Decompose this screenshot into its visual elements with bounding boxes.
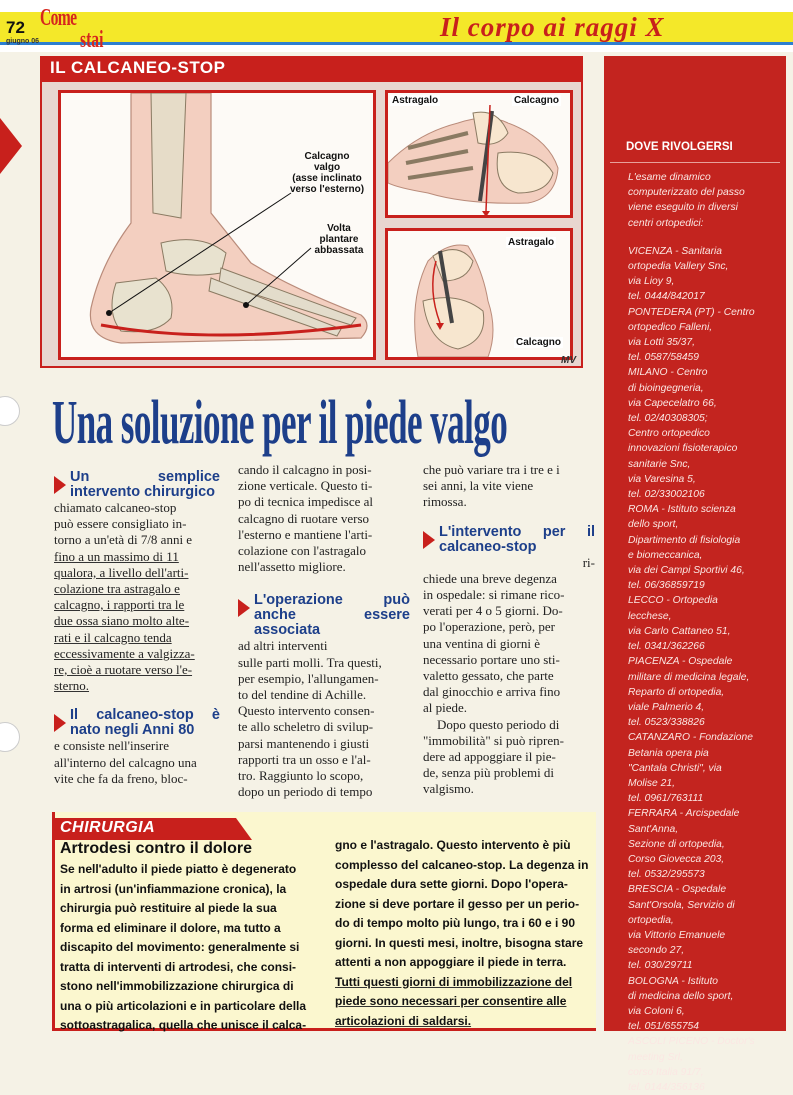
sidebar-address-line: PIACENZA - Ospedale <box>628 656 733 668</box>
sidebar-address-line: tel. 0341/362266 <box>628 641 705 653</box>
article-headline: Una soluzione per il piede valgo <box>52 389 508 457</box>
sidebar-address-line: Reparto di ortopedia, <box>628 686 725 698</box>
text-line: gno e l'astragalo. Questo intervento è più <box>335 838 571 852</box>
sidebar-gap <box>628 231 783 244</box>
page-number: 72 <box>6 18 25 37</box>
text-line: "immobilità" si può ripren- <box>423 732 564 748</box>
label-line: (asse inclinato <box>292 173 362 184</box>
text-line: chiede una breve degenza <box>423 570 557 586</box>
sidebar-address-line: tel. 0523/338826 <box>628 717 705 729</box>
label-astragalo-bottom: Astragalo <box>508 237 555 248</box>
sidebar-address-line: Sezione di ortopedia, <box>628 838 725 850</box>
text-line: giorni. In questi mesi, inoltre, bisogna stare <box>335 935 584 950</box>
sidebar-address-line: ortopedia, <box>628 914 674 926</box>
text-line: Dopo questo periodo di <box>437 716 560 732</box>
sidebar-divider <box>610 162 780 163</box>
text-line: rati e il calcagno tenda <box>54 629 172 645</box>
sidebar-intro-line: centri ortopedici: <box>628 217 704 229</box>
text-line: all'interno del calcagno una <box>54 754 197 770</box>
text-line: articolazioni di saldarsi. <box>335 1013 472 1028</box>
text-line: colazione tra astragalo e <box>54 581 180 597</box>
text-line: l'esterno e mantiene l'arti- <box>238 526 373 542</box>
sidebar-address-line: tel. 030/29711 <box>628 960 693 972</box>
sidebar-address-line: tel. 02/40308305; <box>628 413 708 425</box>
heel-screw-drawing <box>388 93 570 215</box>
sidebar-address-line: militare di medicina legale, <box>628 671 750 683</box>
sidebar-address-line: tel. 0444/842017 <box>628 291 705 303</box>
sidebar-address-line: via Capecelatro 66, <box>628 397 717 409</box>
text-line: po di tecnica impedisce al <box>238 494 374 510</box>
sidebar-address-line: via Coloni 6, <box>628 1005 685 1017</box>
infographic-title: IL CALCANEO-STOP <box>50 58 226 77</box>
label-calcagno-bottom: Calcagno <box>516 337 562 348</box>
text-line: e consiste nell'inserire <box>54 738 169 754</box>
text-line: re, cioè a ruotare verso l'e- <box>54 662 193 678</box>
text-line: verati per 4 o 5 giorni. Do- <box>423 603 563 619</box>
text-line: valgismo. <box>423 781 474 797</box>
sidebar-address-line: viale Palmerio 4, <box>628 701 705 713</box>
text-line: rimossa. <box>423 494 467 510</box>
sidebar-address-line: ROMA - Istituto scienza <box>628 504 736 516</box>
sidebar-address-line: corso Italia 91/7, <box>628 1066 704 1078</box>
text-line: nell'assetto migliore. <box>238 559 346 575</box>
text-line: una o più articolazioni e in particolare della <box>60 998 307 1013</box>
text-line: valetto gessato, che parte <box>423 668 554 684</box>
text-line: calcagno, i rapporti tra le <box>54 597 185 613</box>
sidebar-intro-line: computerizzato del passo <box>628 187 745 199</box>
column1-body <box>54 500 220 694</box>
label-line: valgo <box>313 162 341 173</box>
sidebar-address-line: Sant'Anna, <box>628 823 679 835</box>
sidebar-address-line: Molise 21, <box>628 777 675 789</box>
text-line: ri- <box>582 554 595 570</box>
sidebar-address-line: via Varesina 5, <box>628 473 696 485</box>
text-line: che può variare tra i tre e i <box>423 462 560 477</box>
text-line: necessario portare uno sti- <box>423 651 560 667</box>
sidebar-address-line: e biomeccanica, <box>628 549 703 561</box>
sidebar-address-line: BOLOGNA - Istituto <box>628 975 719 987</box>
illustration-credit: MV <box>561 355 576 366</box>
text-line: Se nell'adulto il piede piatto è degenerato <box>60 862 297 876</box>
label-astragalo-top: Astragalo <box>392 95 439 106</box>
surgery-heading: Artrodesi contro il dolore <box>60 840 253 857</box>
text-line: in ospedale: si rimane rico- <box>423 587 565 603</box>
article-column-3 <box>423 462 595 798</box>
text-line: chiamato calcaneo-stop <box>54 500 177 515</box>
text-line: può essere consigliato in- <box>54 516 187 532</box>
label-calcagno-top: Calcagno <box>514 95 560 106</box>
sidebar-address-line: via Lotti 35/37, <box>628 337 695 349</box>
heel-rear-illustration <box>385 228 573 360</box>
text-line: in artrosi (un'infiammazione cronica), la <box>60 881 287 896</box>
foot-side-illustration <box>58 90 376 360</box>
column1-lead-2: Il calcaneo-stop è nato negli Anni 80 <box>54 708 220 738</box>
sidebar-address-line: LECCO - Ortopedia <box>628 595 718 607</box>
sidebar-address-line: meeting Srl, <box>628 1051 683 1063</box>
sidebar-address-line: lecchese, <box>628 610 672 622</box>
label-line: Volta <box>327 223 351 234</box>
text-line: te allo scheletro di svilup- <box>238 719 374 735</box>
section-title: Il corpo ai raggi X <box>440 12 665 42</box>
sidebar-address-line: via Lioy 9, <box>628 276 675 288</box>
sidebar-address-line: tel. 06/36859719 <box>628 580 705 592</box>
sidebar-address-line: tel. 0144/356136 <box>628 1081 705 1093</box>
column1-body-2 <box>54 738 220 787</box>
text-line: to del tendine di Achille. <box>238 687 367 703</box>
surgery-column-2 <box>335 836 591 1031</box>
sidebar-intro-line: viene eseguito in diversi <box>628 202 738 214</box>
sidebar-address-line: PONTEDERA (PT) - Centro <box>628 306 755 318</box>
sidebar-address-line: via Carlo Cattaneo 51, <box>628 625 731 637</box>
sidebar-address-line: "Cantala Christi", via <box>628 762 722 774</box>
sidebar-intro-line: L'esame dinamico <box>628 172 711 183</box>
sidebar-address-line: tel. 0587/58459 <box>628 352 699 364</box>
text-line: discapito del movimento: generalmente si <box>60 940 300 954</box>
label-line: Calcagno <box>304 151 350 162</box>
text-line: calcagno di ruotare verso <box>238 510 370 526</box>
column3-lead: L'intervento per il calcaneo-stop <box>423 525 595 555</box>
magazine-logo-word2: stai <box>80 27 104 53</box>
text-line: sottoastragalica, quella che unisce il calca- <box>60 1018 307 1032</box>
text-line: chirurgia può restituire al piede la sua <box>60 901 277 915</box>
text-line: ospedale dura sette giorni. Dopo l'opera- <box>335 877 568 891</box>
sidebar-address-line: Betania opera pia <box>628 747 709 759</box>
text-line: torno a un'età di 7/8 anni e <box>54 532 193 548</box>
sidebar-address-line: ASCOLI PICENO - Doctor's <box>628 1036 755 1048</box>
sidebar-address-line: via Vittorio Emanuele <box>628 929 726 941</box>
sidebar-address-line: tel. 051/655754 <box>628 1021 699 1033</box>
text-line: una ventina di giorni è <box>423 635 540 651</box>
text-line: stono nell'immobilizzazione chirurgica di <box>60 979 294 993</box>
text-line: tratta di interventi di artrodesi, che consi- <box>60 959 297 974</box>
text-line: cando il calcagno in posi- <box>238 462 372 477</box>
text-line: zione si deve portare il gesso per un perio- <box>335 896 580 911</box>
magazine-logo-word1: Come <box>40 5 77 31</box>
sidebar-address-line: di medicina dello sport, <box>628 990 734 1002</box>
text-line: dere ad appoggiare il pie- <box>423 749 556 765</box>
sidebar-address-line: dello sport, <box>628 519 679 531</box>
text-line: sulle parti molli. Tra questi, <box>238 654 382 670</box>
text-line: qualora, a livello dell'arti- <box>54 564 189 580</box>
surgery-tab-label: CHIRURGIA <box>60 819 156 836</box>
text-line: piede sono necessari per consentire alle <box>335 994 567 1008</box>
sidebar-address-line: di bioingegneria, <box>628 382 704 394</box>
text-line: al piede. <box>423 700 468 716</box>
column1-lead: Un semplice intervento chirurgico <box>54 470 220 500</box>
sidebar-address-line: sanitarie Snc, <box>628 458 691 470</box>
text-line: per esempio, l'allungamen- <box>238 670 379 686</box>
text-line: attenti a non appoggiare il piede in terra. <box>335 955 567 969</box>
sidebar-addresses <box>628 170 783 1095</box>
label-line: plantare <box>319 234 359 245</box>
text-line: ad altri interventi <box>238 638 328 654</box>
sidebar-title: DOVE RIVOLGERSI <box>626 141 733 153</box>
issue-date: giugno 06 <box>6 38 40 45</box>
label-line: verso l'esterno) <box>289 184 365 195</box>
text-line: sterno. <box>54 678 90 694</box>
text-line: vite che fa da freno, bloc- <box>54 770 188 786</box>
binder-hole <box>0 722 20 752</box>
page-edge-tab <box>0 118 22 174</box>
sidebar-address-line: ortopedico Falleni, <box>628 321 713 333</box>
text-line: eccessivamente a valgizza- <box>54 645 195 661</box>
sidebar-address-line: ortopedia Vallery Snc, <box>628 261 729 273</box>
article-column-2 <box>238 462 410 800</box>
sidebar-address-line: innovazioni fisioterapico <box>628 443 738 455</box>
sidebar-address-line: secondo 27, <box>628 945 685 957</box>
text-line: sei anni, la vite viene <box>423 478 534 494</box>
sidebar-address-line: tel. 0961/763111 <box>628 793 704 805</box>
text-line: dopo un periodo di tempo <box>238 784 373 800</box>
article-column-1 <box>54 470 220 787</box>
text-line: tro. Raggiunto lo scopo, <box>238 768 364 784</box>
sidebar-address-line: BRESCIA - Ospedale <box>628 884 727 896</box>
text-line: Questo intervento consen- <box>238 703 375 719</box>
text-line: colazione con l'astragalo <box>238 543 366 559</box>
surgery-column-1 <box>60 860 322 1036</box>
sidebar-address-line: via dei Campi Sportivi 46, <box>628 565 745 577</box>
text-line: due ossa siano molto alte- <box>54 613 190 629</box>
label-volta-plantare <box>309 223 369 256</box>
text-line: fino a un massimo di 11 <box>54 548 179 564</box>
text-line: parsi mantenendo i giusti <box>238 735 370 751</box>
sidebar-address-line: Dipartimento di fisiologia <box>628 534 741 546</box>
sidebar-address-line: VICENZA - Sanitaria <box>628 245 723 257</box>
text-line: do di tempo molto più lungo, tra i 60 e i 90 <box>335 916 576 930</box>
text-line: dal ginocchio e arriva fino <box>423 684 561 700</box>
sidebar-address-line: tel. 0532/295573 <box>628 869 705 881</box>
header-bar <box>0 12 793 45</box>
sidebar-address-line: FERRARA - Arcispedale <box>628 808 740 820</box>
sidebar-address-line: Centro ortopedico <box>628 428 710 440</box>
label-calcagno-valgo <box>279 151 375 195</box>
text-line: Tutti questi giorni di immobilizzazione del <box>335 974 573 989</box>
binder-hole <box>0 396 20 426</box>
label-line: abbassata <box>314 245 364 256</box>
sidebar-address-line: MILANO - Centro <box>628 367 708 379</box>
text-line: zione verticale. Questo ti- <box>238 478 373 494</box>
column2-lead: L'operazione può anche essere associata <box>238 593 410 638</box>
heel-top-illustration <box>385 90 573 218</box>
sidebar-address-line: tel. 02/33002106 <box>628 489 705 501</box>
sidebar-address-list <box>628 244 783 1095</box>
text-line: po l'operazione, però, per <box>423 619 555 635</box>
text-line: rapporti tra un osso e l'al- <box>238 751 371 767</box>
text-line: de, senza più problemi di <box>423 765 555 781</box>
sidebar-address-line: Sant'Orsola, Servizio di <box>628 899 735 911</box>
sidebar-address-line: CATANZARO - Fondazione <box>628 732 753 744</box>
text-line: complesso del calcaneo-stop. La degenza in <box>335 857 589 872</box>
text-line: forma ed eliminare il dolore, ma tutto a <box>60 920 281 935</box>
sidebar-address-line: Corso Giovecca 203, <box>628 853 725 865</box>
